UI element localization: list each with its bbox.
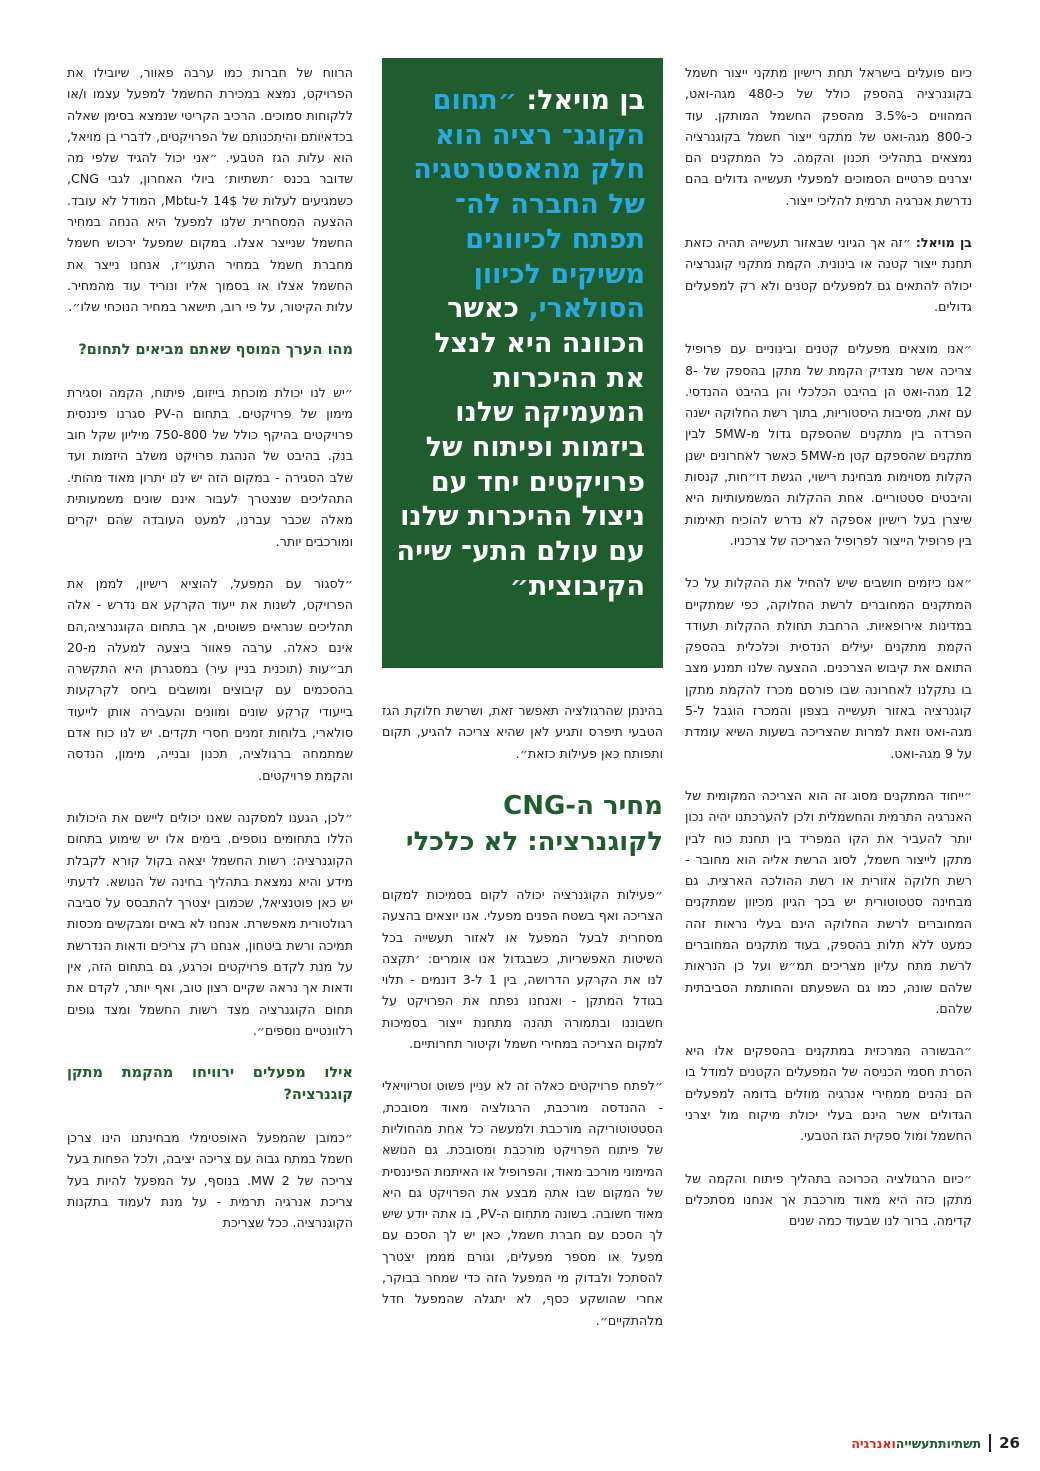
paragraph: ״לסגור עם המפעל, להוציא רישיון, לממן את הפרויקט, לשנות את ייעוד הקרקע אם נדרש - אלה תהליכים שנראים פשוטים, אך בתחום הקוגנרציה,הם אינם כאלה. ערבה פאוור ביצעה למעלה מ-20 תב״עות (תוכנית בניין עיר) במסגרתן היא התקשרה בהסכמים עם קיבוצים ומושבים ביחס לקרקעות בייעודי קרקע שונים ומוונים והעבירה אותן לייעוד סולארי, בלוחות זמנים חסרי תקדים. יש לנו כוח אדם שמתמחה ברגולציה, תכנון ובנייה, מימון, הנדסה והקמת פרויקטים.: [67, 575, 353, 783]
quote-highlight: ״תחום הקוגנ־ רציה הוא חלק מהאסטרטגיה של החברה לה־ תפתח לכיוונים משיקים לכיוון הסולארי,: [413, 85, 645, 325]
paragraph: ״הבשורה המרכזית במתקנים בהספקים אלו היא הסרת חסמי הכניסה של המפעלים הקטנים למודל בו הם נהנים ממחירי אנרגיה מוזלים בדומה למפעלים הגדולים אשר הינם בעלי יכולת מיקוח מול יצרני החשמל ומול ספקית הגז הטבעי.: [685, 1043, 972, 1144]
footer-divider: [989, 1434, 991, 1452]
paragraph: ״ייחוד המתקנים מסוג זה הוא הצריכה המקומית של האנרגיה התרמית והחשמלית ולכן להערכתנו יהיה נכון יותר להעביר את הקו המפריד בין תחנת כוח לבין מתקן לייצור חשמל, לסוג הרשת אליה הוא מחובר - רשת חלוקה אזורית או רשת ההולכה הארצית. גם מבחינה סטטוטורית יש בכך הגיון מכיוון שמתקנים המחוברים לרשת החלוקה הינם בעלי נראות זהה כמעט ללא תלות בהספק, בעוד מתקנים המחוברים לרשת מתח עליון מצריכים תמ״ש ועל כן הנראות שלהם שונה, כמו גם השפעתם והחותמת הסביבתית שלהם.: [685, 787, 972, 1016]
page-footer: [851, 1432, 1020, 1454]
column-middle: [382, 62, 663, 1412]
paragraph: בהינתן שהרגולציה תאפשר זאת, ושרשת חלוקת הגז הטבעי תיפרס ותגיע לאן שהיא צריכה להגיע, תקום ותפותח כאן פעילות כזאת״.: [382, 703, 663, 761]
paragraph: ״לכן, הגענו למסקנה שאנו יכולים ליישם את היכולות הללו בתחומים נוספים. בימים אלו יש שימוע בתחום הקוגנרציה: רשות החשמל יצאה בקול קורא לקבלת מידע והיא נמצאת בתהליך בחינה של הנושא. לדעתי יש כאן פוטנציאל, שכמובן יצטרך להתבסס על סביבה רגולטורית מאפשרת. אנחנו לא באים ומבקשים מכסות תמיכה ורשת ביטחון, אנחנו רק צריכים ודאות הנדרשת על מנת לקדם פרויקטים וכרגע, גם בתחום הזה, אין ודאות אך נראה שקיים רצון טוב, ואף יותר, לקדם את תחום הקוגנרציה מצד רשות החשמל ומצד גופים רלוונטיים נוספים״.: [67, 809, 353, 1038]
quote-text: כאשר הכוונה היא לנצל את ההיכרות המעמיקה שלנו ביזמות ופיתוח של פרויקטים יחד עם ניצול ההיכרות שלנו עם עולם התע־ שייה הקיבוצית״: [396, 293, 645, 602]
quote-speaker: בן מויאל:: [526, 85, 645, 116]
magazine-brand: תשתיותתעשייהואנרגיה: [851, 1435, 982, 1451]
section-heading: מחיר ה-CNG לקוגנרציה: לא כלכלי: [405, 791, 663, 857]
page-number: 26: [999, 1434, 1020, 1452]
column-right: [685, 62, 972, 1253]
speaker-label: בן מויאל:: [915, 235, 972, 251]
question-heading: מהו הערך המוסף שאתם מביאים לתחום?: [78, 341, 353, 358]
paragraph: ״פעילות הקוגנרציה יכולה לקום בסמיכות למקום הצריכה ואף בשטח הפנים מפעלי. אנו יוצאים בהצעה מסחרית לבעל המפעל או לאזור תעשייה בכל השיטות האפשריות, כשבגדול אנו אומרים: ׳תקצה לנו את הקרקע הדרושה, בין 1 ל-3 דונמים - תלוי בגודל המתקן - ואנחנו נפתח את הפרויקט על חשבוננו ובתמורה תהנה מתחנת ייצור בסמיכות למקום הצריכה במחירי חשמל וקיטור תחרותיים.: [382, 887, 663, 1052]
paragraph: ״אנו כיזמים חושבים שיש להחיל את ההקלות על כל המתקנים המחוברים לרשת החלוקה, כפי שמתקיים במדינות אירופאיות. הרחבת תחולת ההקלות תעודד הקמת מתקנים יעילים הנדסית וכלכלית בהספק התואם את קיבוש הצרכנים. ההצעה שלנו תמנע מצב בו נתקלנו לאחרונה שבו פורסם מכרז להקמת מתקן קוגנרציה באזור תעשייה בצפון והמכרז הוגבל ל-5 מגה-ואט וזאת למרות שהצריכה בשעות השיא עומדת על 9 מגה-ואט.: [685, 575, 972, 761]
question-heading: אילו מפעלים ירוויחו מהקמת מתקן קוגנרציה?: [67, 1065, 353, 1104]
paragraph: ״כמובן שהמפעל האופטימלי מבחינתנו הינו צרכן חשמל במתח גבוה עם צריכה יציבה, ולכל הפחות בעל צריכה של MW 2. בנוסף, על המפעל להיות בעל צריכת אנרגיה תרמית - על מנת לעמוד בתקנות הקוגנרציה. ככל שצריכת: [67, 1130, 353, 1231]
paragraph: בן מויאל: ״זה אך הגיוני שבאזור תעשייה תהיה כזאת תחנת ייצור קטנה או בינונית. הקמת מתקני קוגנרציה יכולה להתאים גם למפעלים קטנים ולא רק למפעלים גדולים.: [685, 235, 972, 314]
paragraph: הרווח של חברות כמו ערבה פאוור, שיובילו את הפרויקט, נמצא במכירת החשמל למפעל עצמו ו/או ללקוחות סמוכים. הרכיב הקריטי שנמצא בסימן שאלה בכדאיותם והיתכנותם של הפרויקטים, לדברי בן מויאל, הוא עלות הגז הטבעי. ״אני יכול להגיד שלפי מה שדובר בכנס ׳תשתיות׳ ביולי האחרון, לגבי CNG, כשמגיעים לעלות של 14$ ל-Mbtu, המודל לא עובד. ההצעה המסחרית שלנו למפעל היא הנחה במחיר החשמל שנייצר אצלו. במקום שמפעל ירכוש חשמל מחברת חשמל במחיר התעו״ז, אנחנו נייצר את החשמל אצלו או בסמוך אליו ונוריד עוד מהמחיר. עלות הקיטור, על פי רוב, תישאר במחיר הנוכחי שלו״.: [67, 65, 353, 315]
paragraph: כיום פועלים בישראל תחת רישיון מתקני ייצור חשמל בקוגנרציה בהספק כולל של כ-480 מגה-ואט, המהווים כ-3.5% מהספק החשמל המותקן. עוד כ-800 מגה-ואט של מתקני ייצור חשמל בקוגנרציה נמצאים בתהליכי תכנון והקמה. כל המתקנים הם יצרנים פרטיים הסמוכים למפעלי תעשייה גדולים בהם נדרשת אנרגיה תרמית להליכי ייצור.: [685, 65, 972, 208]
paragraph: ״לפתח פרויקטים כאלה זה לא עניין פשוט וטריוויאלי - ההנדסה מורכבת, הרגולציה מאוד מסובכת, הסטטוטוריקה מורכבת ולמעשה כל אחת מהחוליות של פיתוח הפרויקט מורכבת ומסובכת. גם הנושא המימוני מורכב מאוד, והפרופיל או האיתנות הפיננסית של המקום שבו אתה מבצע את הפרויקט גם היא מאוד חשובה. בשונה מתחום ה-PV, בו אתה יודע שיש לך הסכם עם חברת חשמל, כאן יש לך הסכם עם מפעל או מספר מפעלים, וגורם מממן יצטרך להסתכל ולבדוק מי המפעל הזה כדי שמחר בבוקר, אחרי שהושקע כסף, לא יתגלה שהמפעל חדל מלהתקיים״.: [382, 1078, 663, 1328]
column-left: [67, 62, 353, 1255]
paragraph: ״יש לנו יכולת מוכחת בייזום, פיתוח, הקמה וסגירת מימון של פרויקטים. בתחום ה-PV סגרנו פיננסית פרויקטים בהיקף כולל של 750-800 מיליון שקל חוב בנק. בהיבט של הנהגת פרויקט משלב היזמות ועד שלב הסגירה - במקום הזה יש לנו יתרון מאוד מהותי. התהליכים שנצטרך לעבור אינם שונים משמעותית מאלה שכבר עברנו, למעט העובדה שהם יקרים ומורכבים יותר.: [67, 384, 354, 549]
paragraph: ״כיום הרגולציה הכרוכה בתהליך פיתוח והקמה של מתקן כזה היא מאוד מורכבת אך אנחנו מסתכלים קדימה. ברור לנו שבעוד כמה שנים: [685, 1170, 972, 1229]
paragraph: ״אנו מוצאים מפעלים קטנים ובינוניים עם פרופיל צריכה אשר מצדיק הקמת של מתקן בהספק של 8-12 מגה-ואט הן בהיבט הכלכלי והן בהיבט ההנדסי. עם זאת, מסיבות היסטוריות, בתוך רשת החלוקה ישנה הפרדה בין מתקנים שהספקם גדול מ-5MW לבין מתקנים שהספקם קטן מ-5MW כאשר לאחרונים ישנן הקלות מסוימות מבחינת רישוי, הגשת דו״חות, קנסות והיבטים סטטוריים. אחת ההקלות המשמעותיות היא שיצרן בעל רישיון אספקה לא נדרש להוכיח תאימות בין פרופיל הייצור לפרופיל הצריכה של צרכניו.: [685, 341, 972, 548]
